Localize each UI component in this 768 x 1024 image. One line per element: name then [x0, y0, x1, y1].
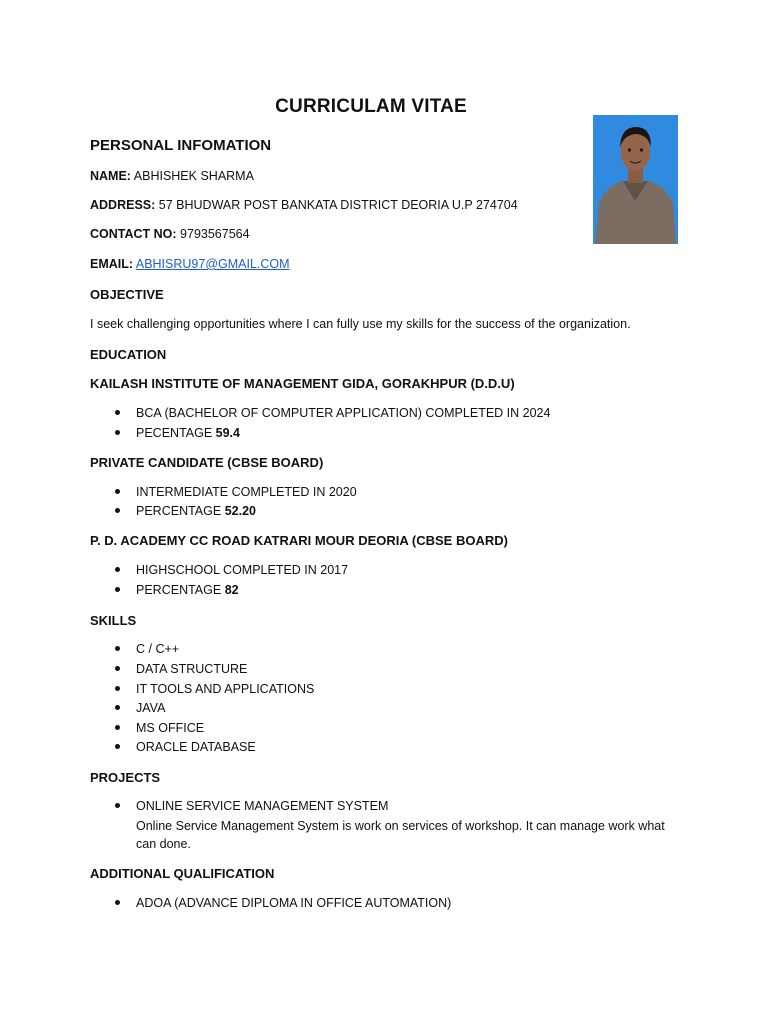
skill-item: MS OFFICE	[136, 721, 205, 735]
address-line	[90, 198, 518, 212]
skill-item: IT TOOLS AND APPLICATIONS	[136, 682, 315, 696]
percentage-value: 52.20	[224, 504, 256, 518]
education-percentage	[136, 504, 256, 518]
name-line	[90, 169, 254, 183]
project-name: ONLINE SERVICE MANAGEMENT SYSTEM	[136, 799, 389, 813]
education-institution: P. D. ACADEMY CC ROAD KATRARI MOUR DEORIA (CBSE BOARD)	[90, 533, 508, 548]
skill-item: ORACLE DATABASE	[136, 740, 256, 754]
education-percentage	[136, 426, 240, 440]
contact-value: 9793567564	[180, 227, 250, 241]
bullet-icon	[115, 803, 120, 808]
bullet-icon	[115, 744, 120, 749]
percentage-label: PECENTAGE	[136, 426, 213, 440]
project-description-line: Online Service Management System is work on services of workshop. It can manage work what	[136, 819, 665, 833]
document-title: CURRICULAM VITAE	[275, 96, 467, 117]
education-percentage	[136, 583, 239, 597]
bullet-icon	[115, 430, 120, 435]
skill-item: DATA STRUCTURE	[136, 662, 248, 676]
email-link[interactable]: ABHISRU97@GMAIL.COM	[135, 257, 290, 271]
bullet-icon	[115, 725, 120, 730]
objective-text: I seek challenging opportunities where I can fully use my skills for the success of the organization.	[90, 317, 631, 331]
personal-info-heading: PERSONAL INFOMATION	[90, 137, 272, 154]
contact-label: CONTACT NO:	[90, 227, 177, 241]
skills-heading: SKILLS	[90, 613, 137, 628]
bullet-icon	[115, 686, 120, 691]
bullet-icon	[115, 587, 120, 592]
project-description-line: can done.	[136, 837, 191, 851]
skill-item: C / C++	[136, 642, 180, 656]
bullet-icon	[115, 508, 120, 513]
education-institution: PRIVATE CANDIDATE (CBSE BOARD)	[90, 455, 324, 470]
percentage-label: PERCENTAGE	[136, 583, 222, 597]
percentage-value: 59.4	[215, 426, 240, 440]
skill-item: JAVA	[136, 701, 166, 715]
email-label: EMAIL:	[90, 257, 134, 271]
email-line	[90, 257, 290, 271]
bullet-icon	[115, 489, 120, 494]
name-value: ABHISHEK SHARMA	[133, 169, 254, 183]
education-heading: EDUCATION	[90, 347, 167, 362]
objective-heading: OBJECTIVE	[90, 287, 164, 302]
bullet-icon	[115, 705, 120, 710]
additional-qualification-item: ADOA (ADVANCE DIPLOMA IN OFFICE AUTOMATION)	[136, 896, 452, 910]
bullet-icon	[115, 410, 120, 415]
education-course: BCA (BACHELOR OF COMPUTER APPLICATION) COMPLETED IN 2024	[136, 406, 551, 420]
education-course: INTERMEDIATE COMPLETED IN 2020	[136, 485, 357, 499]
profile-photo	[593, 115, 678, 244]
name-label: NAME:	[90, 169, 131, 183]
percentage-label: PERCENTAGE	[136, 504, 222, 518]
bullet-icon	[115, 646, 120, 651]
projects-heading: PROJECTS	[90, 770, 161, 785]
additional-qualification-heading: ADDITIONAL QUALIFICATION	[90, 866, 275, 881]
bullet-icon	[115, 666, 120, 671]
percentage-value: 82	[224, 583, 239, 597]
bullet-icon	[115, 900, 120, 905]
address-value: 57 BHUDWAR POST BANKATA DISTRICT DEORIA U.P 274704	[158, 198, 518, 212]
address-label: ADDRESS:	[90, 198, 156, 212]
bullet-icon	[115, 567, 120, 572]
profile-photo-image	[593, 115, 678, 244]
education-institution: KAILASH INSTITUTE OF MANAGEMENT GIDA, GORAKHPUR (D.D.U)	[90, 376, 515, 391]
contact-line	[90, 227, 250, 241]
education-course: HIGHSCHOOL COMPLETED IN 2017	[136, 563, 349, 577]
